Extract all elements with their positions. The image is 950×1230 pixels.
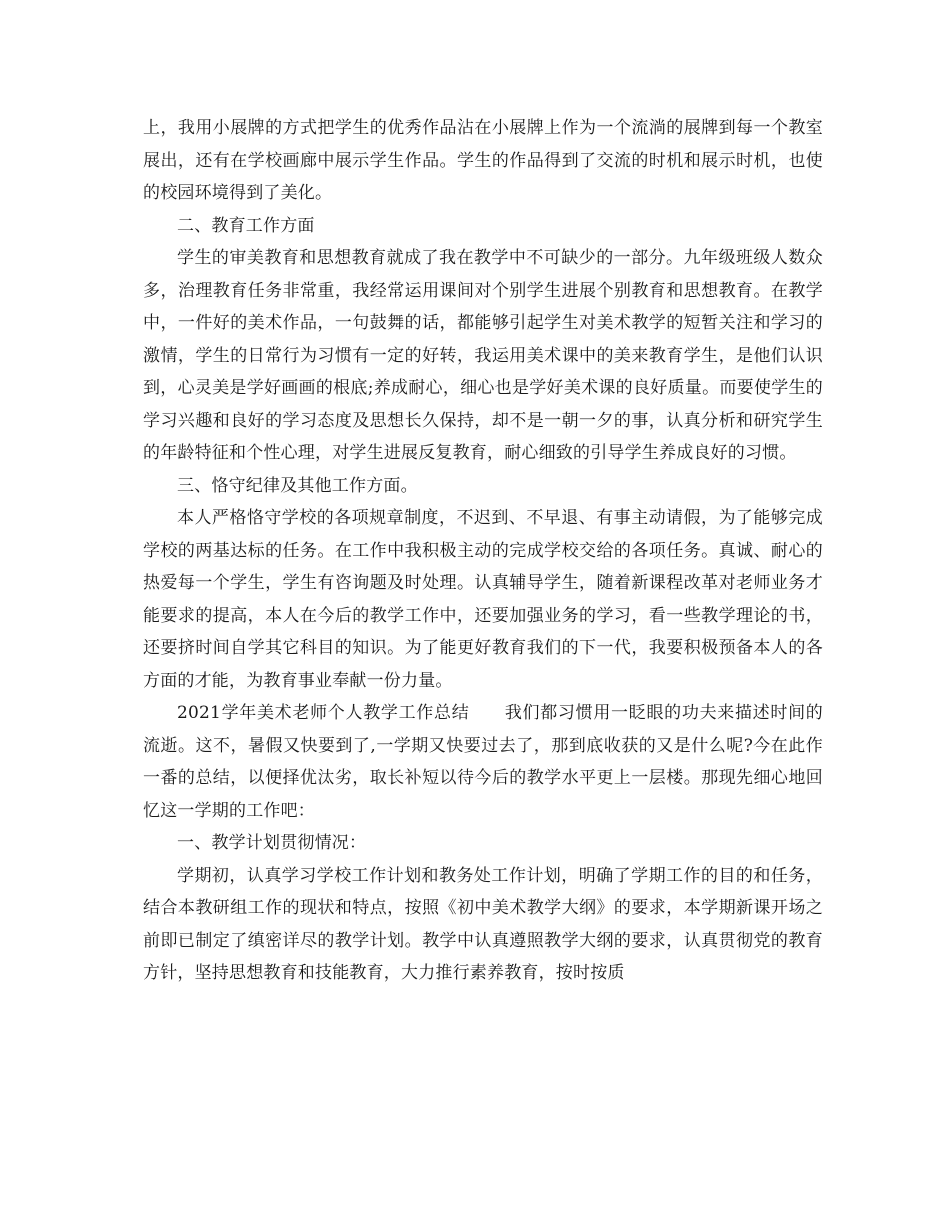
document-page <box>143 112 823 990</box>
paragraph-summary-intro: 2021学年美术老师个人教学工作总结 我们都习惯用一眨眼的功夫来描述时间的流逝。这不，暑假又快要到了,一学期又快要过去了，那到底收获的又是什么呢?今在此作一番的总结，以便择优汰劣，取长补短以待今后的教学水平更上一层楼。那现先细心地回忆这一学期的工作吧： <box>143 703 823 821</box>
heading-teaching-plan: 一、教学计划贯彻情况： <box>177 833 367 853</box>
paragraph-discipline: 本人严格恪守学校的各项规章制度，不迟到、不早退、有事主动请假，为了能够完成学校的两基达标的任务。在工作中我积极主动的完成学校交给的各项任务。真诚、耐心的热爱每一个学生，学生有咨询题及时处理。认真辅导学生，随着新课程改革对老师业务才能要求的提高，本人在今后的教学工作中，还要加强业务的学习，看一些教学理论的书，还要挤时间自学其它科目的知识。为了能更好教育我们的下一代，我要积极预备本人的各方面的才能，为教育事业奉献一份力量。 <box>143 508 823 691</box>
heading-education-work: 二、教育工作方面 <box>177 215 315 236</box>
heading-discipline: 三、恪守纪律及其他工作方面。 <box>177 475 418 496</box>
paragraph-teaching-plan: 学期初，认真学习学校工作计划和教务处工作计划，明确了学期工作的目的和任务，结合本教研组工作的现状和特点，按照《初中美术教学大纲》的要求，本学期新课开场之前即已制定了缜密详尽的教学计划。教学中认真遵照教学大纲的要求，认真贯彻党的教育方针，坚持思想教育和技能教育，大力推行素养教育，按时按质 <box>143 865 823 983</box>
paragraph-1: 上，我用小展牌的方式把学生的优秀作品沾在小展牌上作为一个流淌的展牌到每一个教室展出，还有在学校画廊中展示学生作品。学生的作品得到了交流的时机和展示时机，也使的校园环境得到了美化。 <box>143 118 823 203</box>
paragraph-education-work: 学生的审美教育和思想教育就成了我在教学中不可缺少的一部分。九年级班级人数众多，治理教育任务非常重，我经常运用课间对个别学生进展个别教育和思想教育。在教学中，一件好的美术作品，一句鼓舞的话，都能够引起学生对美术教学的短暂关注和学习的激情，学生的日常行为习惯有一定的好转，我运用美术课中的美来教育学生，是他们认识到，心灵美是学好画画的根底;养成耐心，细心也是学好美术课的良好质量。而要使学生的学习兴趣和良好的学习态度及思想长久保持，却不是一朝一夕的事，认真分析和研究学生的年龄特征和个性心理，对学生进展反复教育，耐心细致的引导学生养成良好的习惯。 <box>143 248 823 463</box>
